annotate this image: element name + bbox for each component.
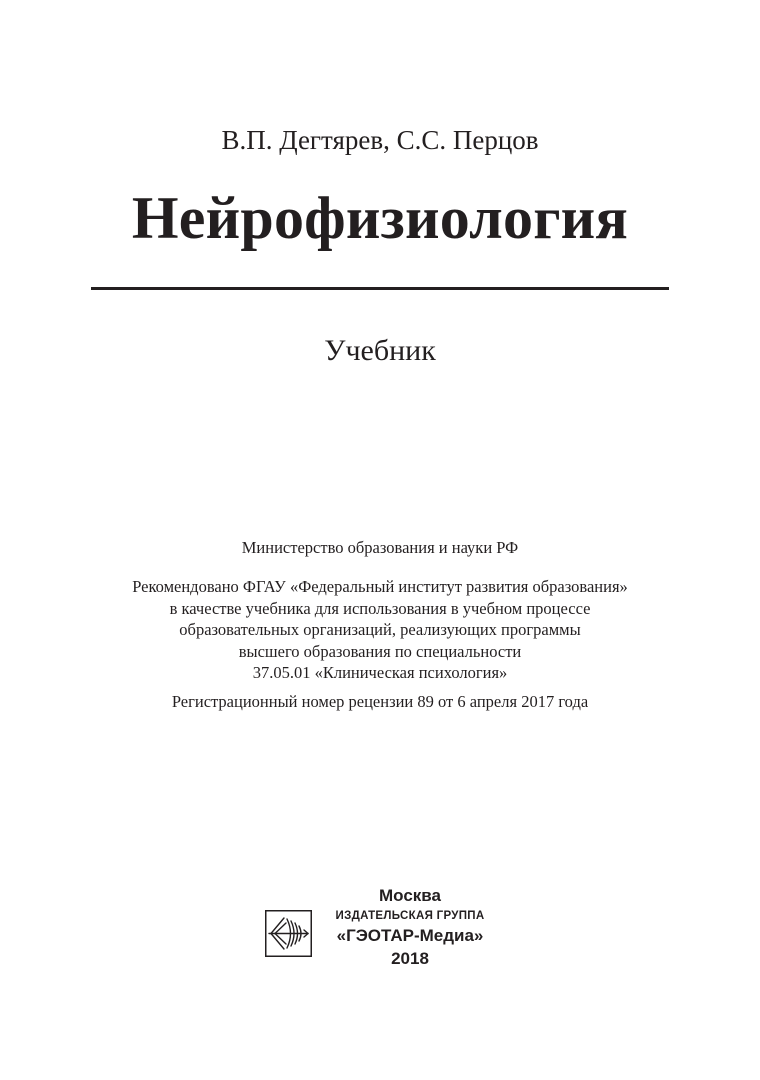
registration-line: Регистрационный номер рецензии 89 от 6 апреля 2017 года (171, 692, 589, 711)
recommendation-line: образовательных организаций, реализующих программы (179, 620, 581, 639)
publisher-city: Москва (379, 886, 441, 905)
title-divider (91, 287, 669, 290)
ministry-line: Министерство образования и науки РФ (241, 538, 519, 557)
recommendation-line: Рекомендовано ФГАУ «Федеральный институт развития образования» (132, 577, 628, 596)
recommendation-block (0, 576, 760, 684)
publisher-block (265, 883, 505, 975)
publisher-text (315, 883, 505, 970)
recommendation-line: высшего образования по специальности (238, 641, 522, 661)
book-title: Нейрофизиология (131, 185, 629, 251)
book-type: Учебник (324, 334, 436, 367)
recommendation-line: в качестве учебника для использования в учебном процессе (169, 598, 591, 618)
publication-year: 2018 (391, 949, 429, 968)
recommendation-line: 37.05.01 «Клиническая психология» (252, 663, 508, 682)
publisher-name: «ГЭОТАР-Медиа» (336, 926, 484, 945)
authors: В.П. Дегтярев, С.С. Перцов (221, 125, 539, 155)
geotar-logo-icon (265, 910, 312, 957)
publisher-group: ИЗДАТЕЛЬСКАЯ ГРУППА (335, 910, 485, 922)
